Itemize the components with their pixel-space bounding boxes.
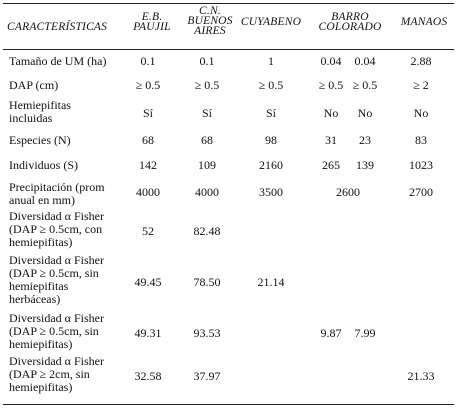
cell-dap-paujil: ≥ 0.5 <box>135 78 161 92</box>
header-caracteristicas: CARACTERÍSTICAS <box>7 21 108 33</box>
cell-tamano-cuyabeno: 1 <box>268 54 274 68</box>
cell-fisher2-cuyabeno: 21.14 <box>257 275 285 289</box>
cell-fisher4-manaos: 21.33 <box>407 369 435 383</box>
cell-especies-barro-b: 23 <box>359 133 371 147</box>
row-label-tamano: Tamaño de UM (ha) <box>9 54 107 68</box>
cell-fisher4-buenos-aires: 37.97 <box>193 369 221 383</box>
cell-especies-buenos-aires: 68 <box>201 133 213 147</box>
row-label-dap: DAP (cm) <box>9 78 59 92</box>
cell-tamano-manaos: 2.88 <box>410 54 432 68</box>
cell-fisher3-paujil: 49.31 <box>134 326 162 340</box>
cell-precip-buenos-aires: 4000 <box>195 185 219 199</box>
cell-fisher4-paujil: 32.58 <box>134 369 162 383</box>
cell-dap-buenos-aires: ≥ 0.5 <box>194 78 220 92</box>
row-label-especies: Especies (N) <box>9 133 71 147</box>
cell-fisher1-paujil: 52 <box>142 224 154 238</box>
table-top-rule <box>3 3 454 4</box>
header-paujil: E.B. PAUJIL <box>133 11 171 33</box>
cell-hemi-buenos-aires: Sí <box>201 106 212 120</box>
table-bottom-rule <box>3 404 454 405</box>
row-label-fisher-3: Diversidad α Fisher (DAP ≥ 0.5cm, sin hemiepifitas) <box>9 311 104 351</box>
cell-tamano-barro-a: 0.04 <box>320 54 342 68</box>
cell-individuos-buenos-aires: 109 <box>198 158 216 172</box>
row-label-hemiepifitas: Hemiepifitas incluidas <box>9 98 71 125</box>
cell-precip-paujil: 4000 <box>136 185 160 199</box>
row-label-fisher-1: Diversidad α Fisher (DAP ≥ 0.5cm, con hemiepifitas) <box>9 209 104 249</box>
cell-especies-paujil: 68 <box>142 133 154 147</box>
cell-dap-barro-b: ≥ 0.5 <box>352 78 378 92</box>
cell-fisher2-buenos-aires: 78.50 <box>193 275 221 289</box>
cell-individuos-barro-a: 265 <box>322 158 340 172</box>
cell-dap-barro-a: ≥ 0.5 <box>318 78 344 92</box>
cell-fisher2-paujil: 49.45 <box>134 275 162 289</box>
cell-individuos-cuyabeno: 2160 <box>259 158 283 172</box>
header-manaos: MANAOS <box>400 16 448 28</box>
cell-hemi-cuyabeno: Sí <box>265 106 276 120</box>
cell-precip-manaos: 2700 <box>409 185 433 199</box>
cell-tamano-barro-b: 0.04 <box>354 54 376 68</box>
cell-especies-manaos: 83 <box>415 133 427 147</box>
row-label-individuos: Individuos (S) <box>9 158 78 172</box>
cell-precip-cuyabeno: 3500 <box>259 185 283 199</box>
row-label-fisher-2: Diversidad α Fisher (DAP ≥ 0.5cm, sin hemiepifitas herbáceas) <box>9 253 104 306</box>
cell-fisher3-buenos-aires: 93.53 <box>193 326 221 340</box>
cell-hemi-paujil: Sí <box>142 106 153 120</box>
cell-hemi-barro-a: No <box>323 106 339 120</box>
cell-hemi-manaos: No <box>413 106 429 120</box>
cell-individuos-barro-b: 139 <box>356 158 374 172</box>
cell-tamano-buenos-aires: 0.1 <box>199 54 215 68</box>
cell-especies-cuyabeno: 98 <box>265 133 277 147</box>
cell-fisher3-barro-a: 9.87 <box>320 326 342 340</box>
header-buenos-aires: C.N. BUENOS AIRES <box>187 5 233 37</box>
cell-fisher3-barro-b: 7.99 <box>354 326 376 340</box>
cell-individuos-paujil: 142 <box>139 158 157 172</box>
cell-dap-manaos: ≥ 2 <box>413 78 429 92</box>
table-header-rule <box>3 49 454 50</box>
header-barro-colorado: BARRO COLORADO <box>318 11 382 33</box>
row-label-precipitacion: Precipitación (prom anual en mm) <box>9 180 105 207</box>
cell-tamano-paujil: 0.1 <box>140 54 156 68</box>
cell-individuos-manaos: 1023 <box>409 158 433 172</box>
cell-dap-cuyabeno: ≥ 0.5 <box>258 78 284 92</box>
row-label-fisher-4: Diversidad α Fisher (DAP ≥ 2cm, sin hemiepifitas) <box>9 354 104 394</box>
cell-fisher1-buenos-aires: 82.48 <box>193 224 221 238</box>
header-cuyabeno: CUYABENO <box>240 16 302 28</box>
cell-especies-barro-a: 31 <box>325 133 337 147</box>
cell-precip-barro: 2600 <box>336 185 360 199</box>
cell-hemi-barro-b: No <box>357 106 373 120</box>
